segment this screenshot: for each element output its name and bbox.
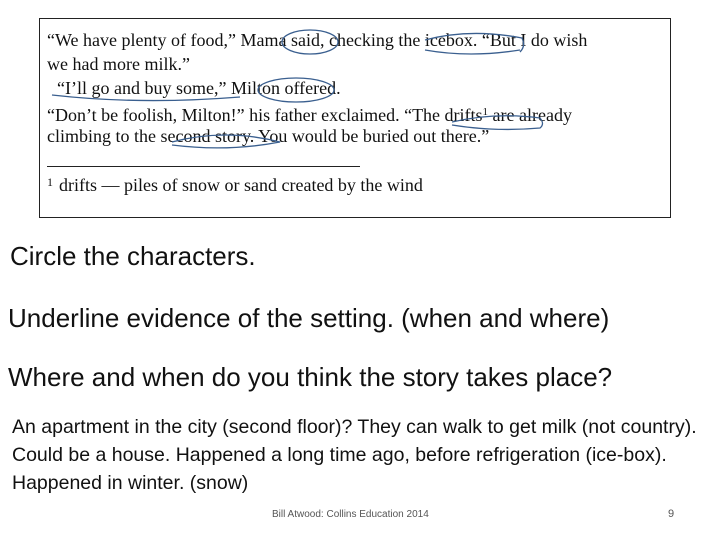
footnote-ref-marker: 1 bbox=[482, 106, 489, 118]
passage-line-4-start: “Don’t be foolish, Milton!” his father exclaimed. “The drifts bbox=[47, 105, 483, 125]
answer-text: An apartment in the city (second floor)? They can walk to get milk (not country). Could be a house. Happened a long time ago, before refrigeration (ice-box). Happened in winter. (snow) bbox=[12, 416, 697, 494]
passage-line-4 bbox=[47, 100, 667, 124]
passage-line-5: climbing to the second story. You would be buried out there.” bbox=[47, 126, 490, 146]
footnote-marker: 1 bbox=[47, 175, 53, 189]
footnote-text: drifts — piles of snow or sand created by the wind bbox=[59, 175, 423, 195]
passage-line-1: “We have plenty of food,” Mama said, checking the icebox. “But I do wish bbox=[47, 30, 588, 50]
footnote bbox=[47, 170, 423, 197]
passage-line-2: we had more milk.” bbox=[47, 54, 190, 74]
passage-line-3: “I’ll go and buy some,” Milton offered. bbox=[57, 78, 341, 98]
page-number: 9 bbox=[668, 508, 675, 520]
footnote-rule bbox=[47, 166, 360, 167]
passage-line-4-end: are already bbox=[488, 105, 572, 125]
question-circle-characters: Circle the characters. bbox=[10, 241, 256, 271]
footer-credit: Bill Atwood: Collins Education 2014 bbox=[272, 509, 429, 520]
question-underline-setting: Underline evidence of the setting. (when and where) bbox=[8, 303, 610, 333]
passage-text bbox=[47, 28, 667, 148]
question-where-when: Where and when do you think the story takes place? bbox=[8, 362, 613, 392]
